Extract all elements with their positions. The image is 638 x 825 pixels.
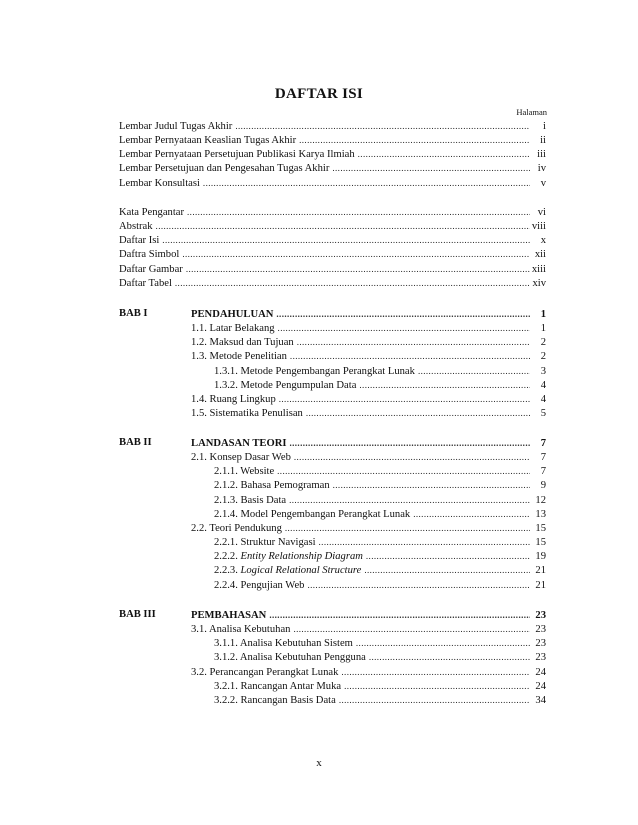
toc-entry-page: 23	[535, 652, 546, 664]
dot-leader	[289, 493, 530, 507]
toc-entry-label: 3.1. Analisa Kebutuhan	[191, 624, 291, 636]
dot-leader	[175, 276, 530, 290]
toc-entry-page: 23	[535, 610, 546, 621]
toc-entry-page: 23	[535, 638, 546, 650]
dot-leader	[359, 378, 530, 392]
toc-entry-label: 2.1. Konsep Dasar Web	[191, 452, 291, 464]
subsection-entry	[214, 650, 546, 664]
dot-leader	[356, 636, 530, 650]
dot-leader	[332, 161, 530, 175]
toc-entry-label: 3.2. Perancangan Perangkat Lunak	[191, 666, 339, 678]
toc-entry-page: vi	[537, 207, 546, 218]
toc-entry-page: 4	[540, 393, 546, 405]
toc-entry-label: Lembar Pernyataan Keaslian Tugas Akhir	[119, 135, 297, 147]
subsection-entry	[214, 636, 546, 650]
toc-entry-label: 2.2.3. Logical Relational Structure	[214, 565, 362, 577]
subsection-entry	[214, 493, 546, 507]
chapter-number: BAB I	[119, 308, 148, 319]
toc-entry-label: Abstrak	[119, 221, 153, 233]
toc-entry-label: PEMBAHASAN	[191, 610, 267, 621]
dot-leader	[276, 307, 530, 321]
toc-entry-page: x	[540, 235, 546, 247]
toc-entry-page: 1	[540, 323, 546, 335]
dot-leader	[279, 392, 530, 406]
prelim-entry	[119, 205, 546, 219]
toc-entry-page: xiii	[531, 263, 546, 275]
dot-leader	[289, 436, 530, 450]
toc-entry-page: xiv	[532, 277, 546, 289]
toc-entry-page: 7	[540, 438, 546, 449]
dot-leader	[294, 450, 530, 464]
toc-entry-label: Daftar Gambar	[119, 263, 183, 275]
toc-entry-page: 24	[535, 666, 546, 678]
prelim-entry	[119, 247, 546, 261]
toc-entry-page: 9	[540, 480, 546, 492]
toc-entry-label: LANDASAN TEORI	[191, 438, 287, 449]
toc-entry-page: 15	[535, 522, 546, 534]
toc-entry-label: 1.4. Ruang Lingkup	[191, 393, 276, 405]
toc-entry-page: 3	[540, 365, 546, 377]
toc-entry-page: 12	[535, 494, 546, 506]
toc-entry-label: 3.1.2. Analisa Kebutuhan Pengguna	[214, 652, 366, 664]
section-entry	[191, 665, 546, 679]
toc-entry-label: 1.3. Metode Penelitian	[191, 351, 287, 363]
dot-leader	[162, 233, 530, 247]
dot-leader	[297, 335, 530, 349]
toc-entry-page: 2	[540, 337, 546, 349]
toc-entry-page: 4	[540, 379, 546, 391]
prelim-entry	[119, 262, 546, 276]
subsection-entry	[214, 535, 546, 549]
dot-leader	[182, 247, 530, 261]
toc-entry-label: 1.3.1. Metode Pengembangan Perangkat Lunak	[214, 365, 415, 377]
toc-entry-label: Lembar Pernyataan Persetujuan Publikasi Karya Ilmiah	[119, 149, 355, 161]
chapter-heading	[191, 608, 546, 622]
toc-entry-label: 1.2. Maksud dan Tujuan	[191, 337, 294, 349]
toc-entry-page: 7	[540, 466, 546, 478]
toc-entry-page: iii	[537, 149, 546, 161]
section-entry	[191, 406, 546, 420]
toc-entry-page: viii	[531, 221, 546, 233]
subsection-entry	[214, 549, 546, 563]
toc-entry-page: xii	[534, 249, 546, 261]
toc-entry-page: 15	[535, 537, 546, 549]
toc-entry-label: 1.5. Sistematika Penulisan	[191, 408, 303, 420]
toc-entry-label: 2.1.3. Basis Data	[214, 494, 287, 506]
chapter-number: BAB II	[119, 437, 152, 448]
subsection-entry	[214, 478, 546, 492]
toc-entry-page: 24	[535, 680, 546, 692]
toc-entry-label: PENDAHULUAN	[191, 309, 274, 320]
subsection-entry	[214, 364, 546, 378]
dot-leader	[277, 464, 530, 478]
dot-leader	[358, 147, 530, 161]
section-entry	[191, 521, 546, 535]
toc-entry-label: Lembar Judul Tugas Akhir	[119, 121, 233, 132]
dot-leader	[203, 176, 530, 190]
subsection-entry	[214, 679, 546, 693]
toc-entry-label: Daftra Simbol	[119, 249, 180, 261]
dot-leader	[339, 693, 530, 707]
front-matter-entry	[119, 133, 546, 147]
dot-leader	[307, 578, 530, 592]
dot-leader	[341, 665, 530, 679]
toc-entry-page: ii	[540, 135, 546, 147]
dot-leader	[319, 535, 530, 549]
dot-leader	[364, 563, 530, 577]
dot-leader	[369, 650, 530, 664]
toc-entry-label: Daftar Isi	[119, 235, 160, 247]
toc-entry-label: Kata Pengantar	[119, 207, 185, 218]
toc-entry-page: 2	[540, 351, 546, 363]
toc-entry-label: 1.3.2. Metode Pengumpulan Data	[214, 379, 357, 391]
toc-entry-label: Lembar Persetujuan dan Pengesahan Tugas Akhir	[119, 163, 330, 175]
chapter-heading	[191, 436, 546, 450]
subsection-entry	[214, 507, 546, 521]
subsection-entry	[214, 578, 546, 592]
section-entry	[191, 335, 546, 349]
toc-entry-page: 21	[535, 565, 546, 577]
toc-entry-label: Daftar Tabel	[119, 277, 172, 289]
toc-entry-label: Lembar Konsultasi	[119, 177, 200, 189]
subsection-entry	[214, 464, 546, 478]
section-entry	[191, 622, 546, 636]
dot-leader	[413, 507, 530, 521]
toc-entry-page: 5	[540, 408, 546, 420]
dot-leader	[418, 364, 530, 378]
chapter-heading	[191, 307, 546, 321]
subsection-entry	[214, 563, 546, 577]
toc-entry-page: 19	[535, 551, 546, 563]
section-entry	[191, 450, 546, 464]
dot-leader	[186, 262, 530, 276]
dot-leader	[306, 406, 530, 420]
dot-leader	[366, 549, 530, 563]
dot-leader	[293, 622, 530, 636]
prelim-entry	[119, 219, 546, 233]
section-entry	[191, 349, 546, 363]
toc-entry-page: i	[543, 121, 546, 132]
toc-entry-label: 2.1.2. Bahasa Pemograman	[214, 480, 330, 492]
dot-leader	[299, 133, 530, 147]
toc-entry-label: 2.2.2. Entity Relationship Diagram	[214, 551, 363, 563]
subsection-entry	[214, 378, 546, 392]
toc-entry-page: 23	[535, 624, 546, 636]
dot-leader	[278, 321, 530, 335]
toc-entry-label: 3.1.1. Analisa Kebutuhan Sistem	[214, 638, 353, 650]
front-matter-entry	[119, 119, 546, 133]
dot-leader	[156, 219, 530, 233]
toc-entry-page: 13	[535, 508, 546, 520]
toc-entry-label: 2.1.4. Model Pengembangan Perangkat Lunak	[214, 508, 411, 520]
page-number-footer: x	[316, 757, 322, 769]
toc-entry-label: 2.1.1. Website	[214, 466, 275, 478]
dot-leader	[290, 349, 530, 363]
toc-entry-label: 3.2.2. Rancangan Basis Data	[214, 694, 336, 706]
toc-entry-page: 21	[535, 579, 546, 591]
page-column-header: Halaman	[516, 107, 547, 117]
dot-leader	[285, 521, 530, 535]
toc-entry-label: 2.2.1. Struktur Navigasi	[214, 537, 316, 549]
section-entry	[191, 392, 546, 406]
prelim-entry	[119, 276, 546, 290]
dot-leader	[344, 679, 530, 693]
toc-entry-label: 2.2. Teori Pendukung	[191, 522, 282, 534]
front-matter-entry	[119, 161, 546, 175]
dot-leader	[333, 478, 530, 492]
dot-leader	[235, 119, 530, 133]
toc-entry-page: 7	[540, 452, 546, 464]
toc-entry-label: 1.1. Latar Belakang	[191, 323, 275, 335]
chapter-number: BAB III	[119, 609, 156, 620]
dot-leader	[187, 205, 530, 219]
prelim-entry	[119, 233, 546, 247]
toc-entry-label: 3.2.1. Rancangan Antar Muka	[214, 680, 342, 692]
section-entry	[191, 321, 546, 335]
toc-entry-label: 2.2.4. Pengujian Web	[214, 579, 305, 591]
dot-leader	[269, 608, 530, 622]
page-title: DAFTAR ISI	[274, 86, 364, 102]
toc-entry-page: iv	[537, 163, 546, 175]
front-matter-entry	[119, 147, 546, 161]
subsection-entry	[214, 693, 546, 707]
toc-entry-page: 34	[535, 694, 546, 706]
toc-entry-page: 1	[540, 309, 546, 320]
front-matter-entry	[119, 176, 546, 190]
toc-entry-page: v	[540, 177, 546, 189]
